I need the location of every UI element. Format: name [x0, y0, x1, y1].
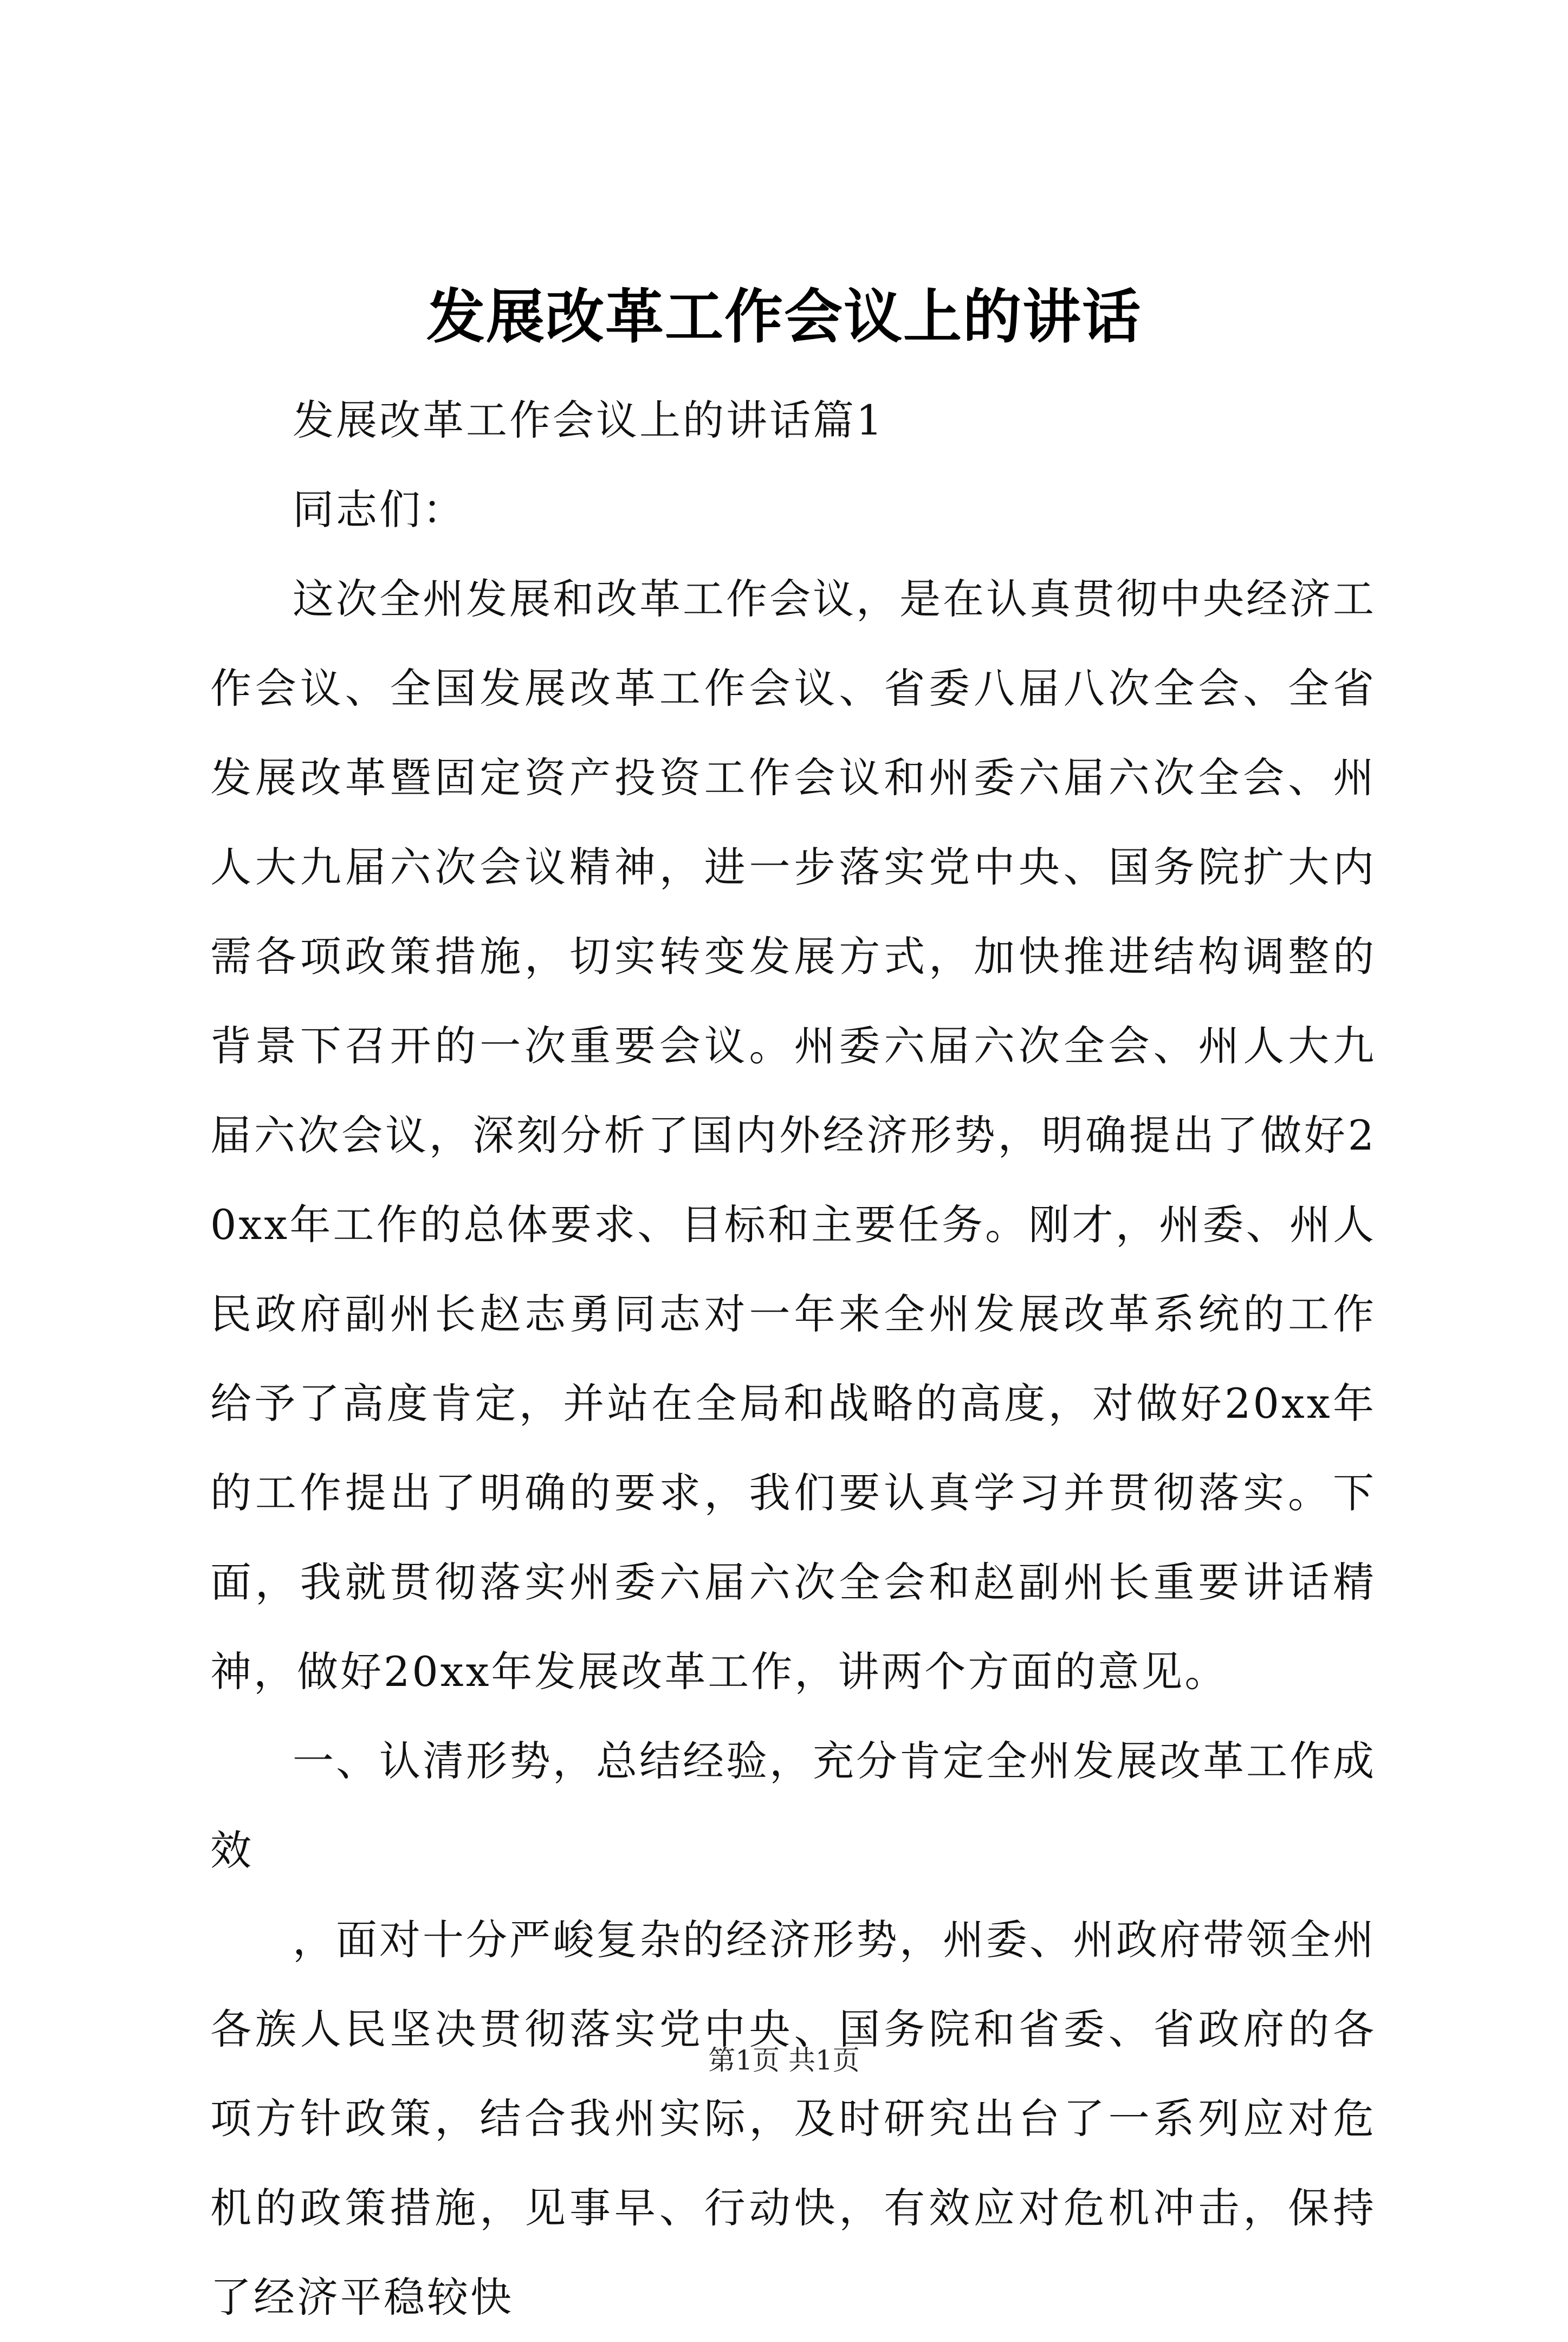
section-heading: 发展改革工作会议上的讲话篇1	[293, 396, 885, 444]
page-footer: 第1页 共1页	[708, 2045, 860, 2076]
subheading: 一、认清形势，总结经验，充分肯定全州发展改革工作成效	[210, 1737, 1376, 1874]
document-title: 发展改革工作会议上的讲话	[426, 283, 1142, 351]
salutation: 同志们：	[293, 485, 466, 534]
body-paragraph: 这次全州发展和改革工作会议，是在认真贯彻中央经济工作会议、全国发展改革工作会议、省委八届八次全会、全省发展改革暨固定资产投资工作会议和州委六届六次全会、州人大九届六次会议精神，进一步落实党中央、国务院扩大内需各项政策措施，切实转变发展方式，加快推进结构调整的背景下召开的一次重要会议。州委六届六次全会、州人大九届六次会议，深刻分析了国内外经济形势，明确提出了做好20xx年工作的总体要求、目标和主要任务。刚才，州委、州人民政府副州长赵志勇同志对一年来全州发展改革系统的工作给予了高度肯定，并站在全局和战略的高度，对做好20xx年的工作提出了明确的要求，我们要认真学习并贯彻落实。下面，我就贯彻落实州委六届六次全会和赵副州长重要讲话精神，做好20xx年发展改革工作，讲两个方面的意见。	[210, 575, 1376, 1696]
body-paragraph: ，面对十分严峻复杂的经济形势，州委、州政府带领全州各族人民坚决贯彻落实党中央、国务院和省委、省政府的各项方针政策，结合我州实际，及时研究出台了一系列应对危机的政策措施，见事早、行动快，有效应对危机冲击，保持了经济平稳较快	[210, 1916, 1376, 2321]
